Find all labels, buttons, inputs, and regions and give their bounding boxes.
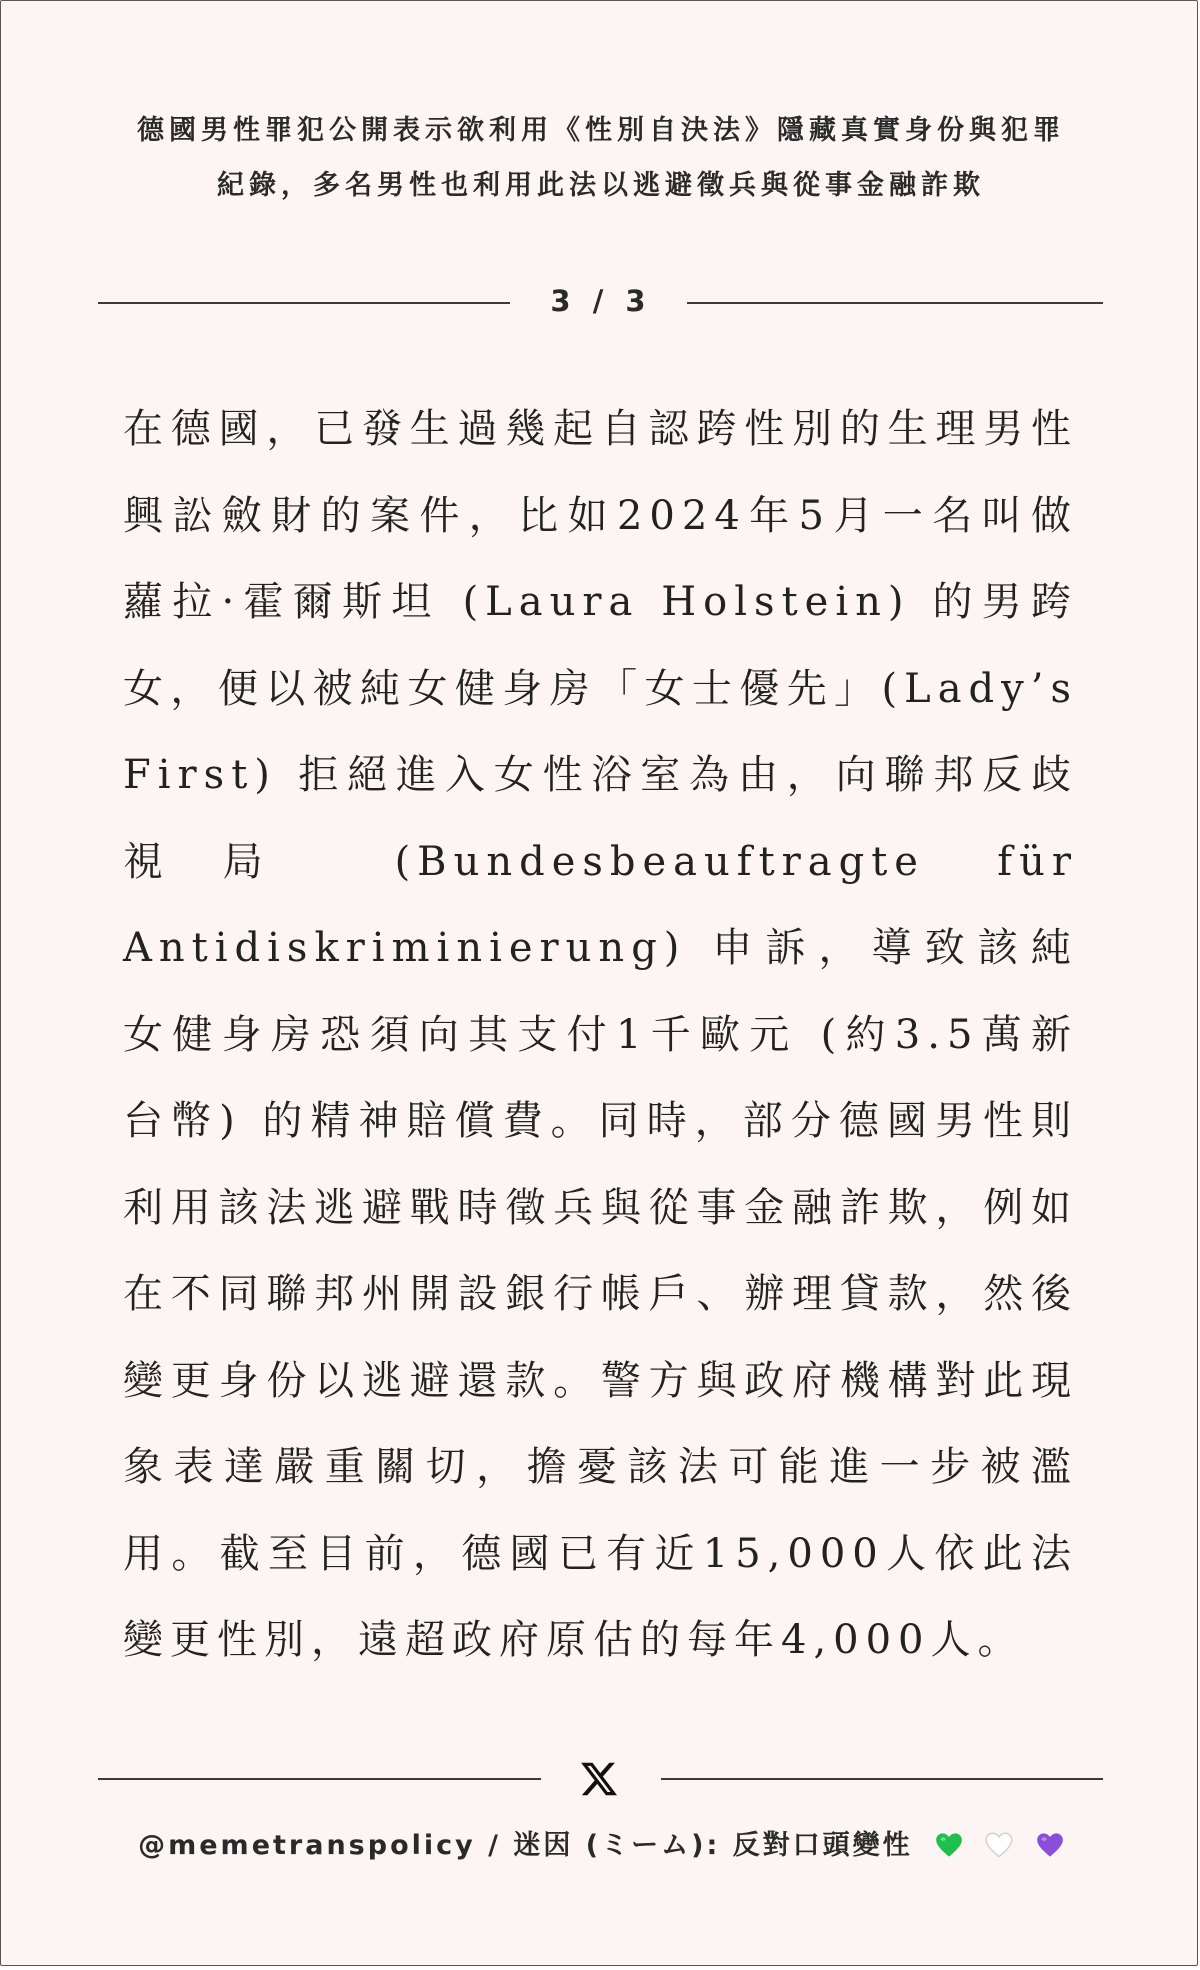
footer-divider-right <box>661 1778 1103 1780</box>
account-handle[interactable]: @memetranspolicy / 迷因 (ミーム): 反對口頭變性 <box>138 1830 913 1861</box>
purple-heart-icon <box>1036 1832 1064 1858</box>
header-title: 德國男性罪犯公開表示欲利用《性別自決法》隱藏真實身份與犯罪紀錄，多名男性也利用此法以逃避徵兵與從事金融詐欺 <box>137 115 1065 201</box>
white-heart-icon <box>985 1832 1013 1858</box>
divider-right <box>687 302 1103 304</box>
divider-left <box>98 302 510 304</box>
green-heart-icon <box>935 1832 963 1858</box>
x-logo-icon[interactable] <box>579 1759 619 1799</box>
body-paragraph: 在德國，已發生過幾起自認跨性別的生理男性興訟斂財的案件，比如2024年5月一名叫做蘿拉·霍爾斯坦 (Laura Holstein) 的男跨女，便以被純女健身房「女士優先」(Lady’s First) 拒絕進入女性浴室為由，向聯邦反歧視局 (Bundesbeauftragte für Antidiskriminierung) 申訴，導致該純女健身房恐須向其支付1千歐元 (約3.5萬新台幣) 的精神賠償費。同時，部分德國男性則利用該法逃避戰時徵兵與從事金融詐欺，例如在不同聯邦州開設銀行帳戶、辦理貸款，然後變更身份以逃避還款。警方與政府機構對此現象表達嚴重關切，擔憂該法可能進一步被濫用。截至目前，德國已有近15,000人依此法變更性別，遠超政府原估的每年4,000人。 <box>123 406 1078 1663</box>
footer-divider-left <box>98 1778 541 1780</box>
footer-credit <box>101 1821 1101 1871</box>
page-indicator: 3 / 3 <box>550 284 652 318</box>
